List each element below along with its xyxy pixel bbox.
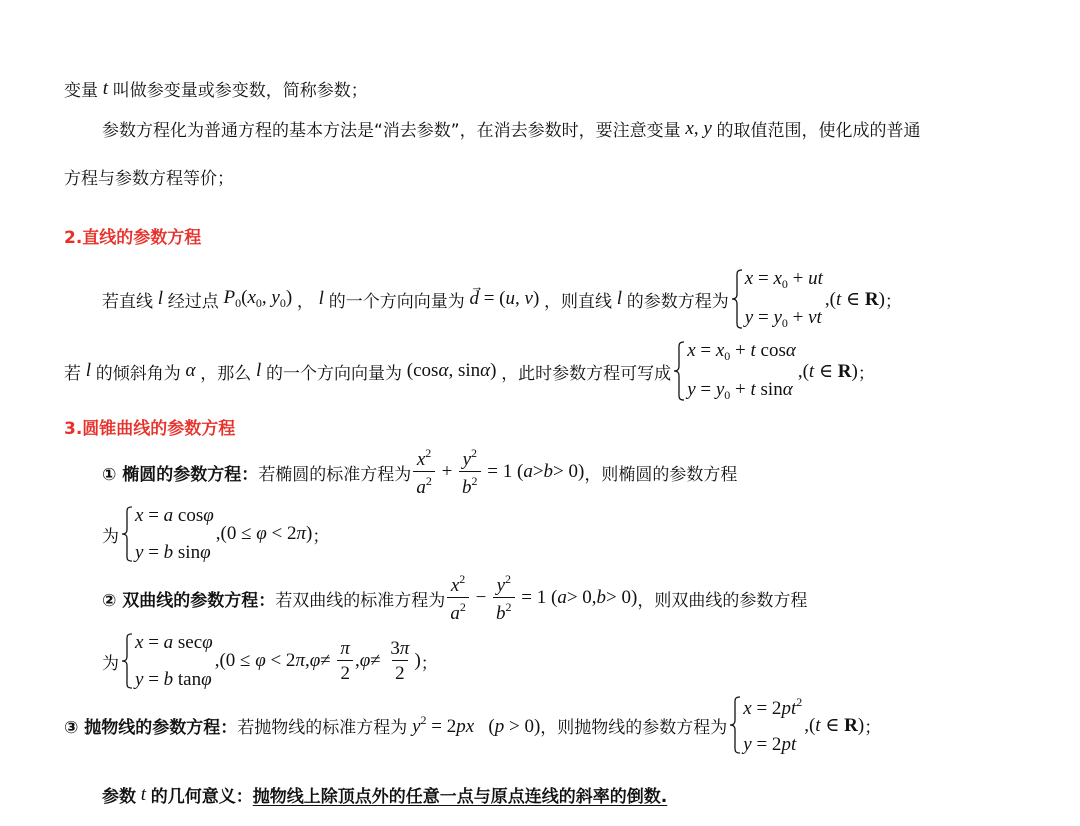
text-segment: ； [864,717,882,738]
text-segment: 若 [64,363,81,384]
text-segment: 若抛物线的标准方程为 [237,717,408,738]
text-segment: ； [857,363,875,384]
math-system-hyperbola: x = a secφ y = b tanφ [121,633,213,689]
line-hyperbola [102,572,807,624]
line-geometric-meaning [102,782,667,807]
math-alpha: α [185,360,196,381]
math-var-l: l [616,288,623,309]
math-system-ellipse: x = a cosφ y = b sinφ [121,506,214,562]
geometric-meaning-text: 抛物线上除顶点外的任意一点与原点连线的斜率的倒数. [252,787,668,807]
math-system-parabola: $x = 2pt^2$ y = 2pt [729,696,802,754]
math-parabola-equation: $y^2 = 2px$ (p > 0) [412,712,541,737]
text-segment: 参数 [102,787,136,807]
text-segment: 的几何意义： [150,787,253,807]
line-elimination-method [102,116,921,141]
text-segment: 的一个方向向量为 [266,363,403,384]
ellipse-label: ① 椭圆的参数方程： [102,464,259,485]
text-segment: ，则双曲线的参数方程 [637,590,808,611]
text-segment: ， [296,291,314,312]
text-segment: ； [884,291,902,312]
text-segment: 方程与参数方程等价； [64,169,234,189]
line-ellipse-system [102,504,329,564]
math-system-inclination: $x = x_0 + t$ cosα $y = y_0 + t$ sinα [673,341,796,401]
line-equivalence [64,164,234,189]
math-hyperbola-equation: $\frac{x^2}{a^2}$ − $\frac{y^2}{b^2}$ = 1 ( a > 0, b > 0) [445,573,637,623]
text-segment: 的取值范围，使化成的普通 [716,121,921,141]
heading-text: 2.直线的参数方程 [64,228,202,248]
section-heading-line-parametric [64,223,201,248]
text-segment: 的参数方程为 [626,291,729,312]
math-var-l: l [157,288,164,309]
text-segment: ； [420,653,438,674]
text-segment: 若直线 [102,291,153,312]
text-segment: 为 [102,653,119,674]
math-domain-r: ,(t ∈ R) [797,360,858,382]
math-ellipse-equation: $\frac{x^2}{a^2}$ + $\frac{y^2}{b^2}$ = 1 ( a > b > 0) [411,447,584,497]
line-parabola [64,694,881,756]
text-segment: 参数方程化为普通方程的基本方法是“消去参数”，在消去参数时，要注意变量 [102,121,681,141]
text-segment: ，此时参数方程可写成 [501,363,672,384]
text-segment: 叫做参变量或参变数，简称参数； [112,81,368,101]
parabola-label: ③ 抛物线的参数方程： [64,717,238,738]
text-segment: ，则抛物线的参数方程为 [540,717,728,738]
math-var-l: l [318,288,324,309]
math-direction-vector: d → = (u, v) [469,279,545,309]
text-segment: ，那么 [200,363,252,384]
math-cos-sin-vector: (cosα, sinα) [402,360,502,381]
math-system-line: $x = x_0$ + ut $y = y_0$ + vt [731,269,823,329]
math-var-l: l [256,360,262,381]
text-segment: ，则直线 [544,291,613,312]
text-segment: 经过点 [167,291,219,312]
text-segment: ，则椭圆的参数方程 [584,464,738,485]
math-ellipse-domain: ,(0 ≤ φ < 2π) [215,523,313,544]
math-var-l: l [85,360,92,381]
line-ellipse [102,446,737,498]
line-hyperbola-system [102,630,438,692]
text-segment: 变量 [64,81,98,101]
text-segment: 若双曲线的标准方程为 [275,590,446,611]
line-straight-line-param [102,268,902,330]
text-segment: 的一个方向向量为 [328,291,465,312]
section-heading-conic-parametric [64,414,235,439]
text-segment: 为 [102,526,119,547]
text-segment: 若椭圆的标准方程为 [258,464,412,485]
math-var-t: t [102,77,109,99]
math-vars-xy: x, y [685,117,712,139]
math-domain-r: ,(t ∈ R) [824,288,885,310]
heading-text: 3.圆锥曲线的参数方程 [64,419,236,439]
line-parameter-definition [64,76,368,101]
math-point-p0: $P_0(x_0$, $y_0$) [223,287,297,310]
math-hyperbola-domain: ,(0 ≤ φ < 2 π , φ ≠ $\frac{\pi}{2}$ , φ ≠ $\frac{3\pi}{2}$ ) [214,638,421,684]
math-var-t: t [140,783,147,805]
hyperbola-label: ② 双曲线的参数方程： [102,590,276,611]
text-segment: 的倾斜角为 [95,363,181,384]
line-inclination-param [64,340,875,402]
text-segment: ； [312,526,330,547]
math-domain-r: ,(t ∈ R) [804,714,865,736]
